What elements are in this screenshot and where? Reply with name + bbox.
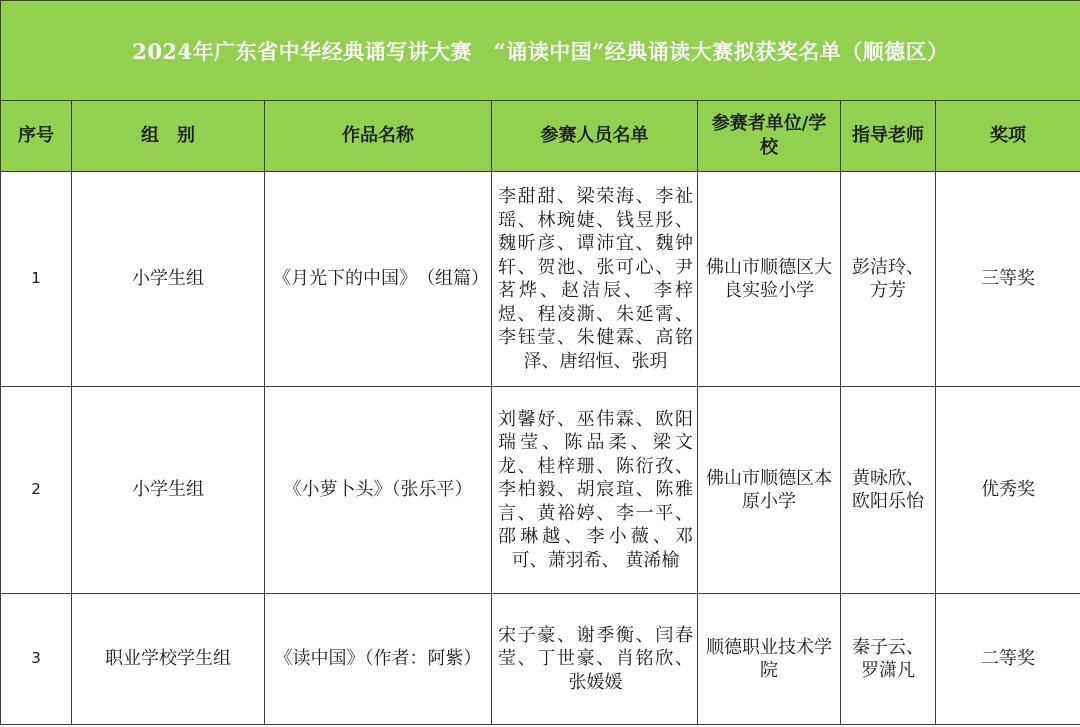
row-members <box>492 172 698 387</box>
row-school: 顺德职业技术学院 <box>698 594 841 725</box>
row-index: 2 <box>1 387 72 594</box>
row-members-text: 刘馨妤、巫伟霖、欧阳瑞莹、陈品柔、梁文龙、桂梓珊、陈衍孜、李柏毅、胡宸瑄、陈雅言、黄裕婷、李一平、邵琳越、李小薇、邓可、萧羽希、 黄浠榆 <box>498 408 693 571</box>
header-work: 作品名称 <box>265 101 492 172</box>
row-work: 《小萝卜头》（张乐平） <box>265 387 492 594</box>
table-row <box>1 387 1080 594</box>
row-group: 小学生组 <box>72 172 265 387</box>
title-row <box>1 1 1080 101</box>
row-school: 佛山市顺德区本原小学 <box>698 387 841 594</box>
header-school <box>698 101 841 172</box>
table-title: 2024年广东省中华经典诵写讲大赛 “诵读中国”经典诵读大赛拟获奖名单（顺德区） <box>1 1 1080 101</box>
row-members-text: 李甜甜、梁荣海、李祉瑶、林琬婕、钱昱彤、魏昕彦、谭沛宜、魏钟轩、贺池、张可心、尹茗烨、赵洁辰、 李梓煜、程凌澌、朱延霄、李钰莹、朱健霖、高铭泽、唐绍恒、张玥 <box>498 186 693 372</box>
row-work: 《读中国》（作者：阿紫） <box>265 594 492 725</box>
row-teacher: 黄咏欣、欧阳乐怡 <box>841 387 936 594</box>
header-teacher: 指导老师 <box>841 101 936 172</box>
header-members: 参赛人员名单 <box>492 101 698 172</box>
row-members-text: 宋子豪、谢季衡、闫春莹、丁世豪、肖铭欣、张媛媛 <box>498 624 693 693</box>
row-teacher: 秦子云、罗潇凡 <box>841 594 936 725</box>
row-group: 职业学校学生组 <box>72 594 265 725</box>
header-row <box>1 101 1080 172</box>
row-teacher: 彭洁玲、方芳 <box>841 172 936 387</box>
row-group: 小学生组 <box>72 387 265 594</box>
row-award: 优秀奖 <box>936 387 1080 594</box>
table-row <box>1 594 1080 725</box>
row-members <box>492 387 698 594</box>
header-group: 组 别 <box>72 101 265 172</box>
row-members <box>492 594 698 725</box>
row-school: 佛山市顺德区大良实验小学 <box>698 172 841 387</box>
header-index: 序号 <box>1 101 72 172</box>
row-award: 三等奖 <box>936 172 1080 387</box>
header-school-label: 参赛者单位/学校 <box>711 113 827 158</box>
row-work: 《月光下的中国》 （组篇） <box>265 172 492 387</box>
header-award: 奖项 <box>936 101 1080 172</box>
row-award: 二等奖 <box>936 594 1080 725</box>
row-index: 1 <box>1 172 72 387</box>
row-index: 3 <box>1 594 72 725</box>
table-row <box>1 172 1080 387</box>
